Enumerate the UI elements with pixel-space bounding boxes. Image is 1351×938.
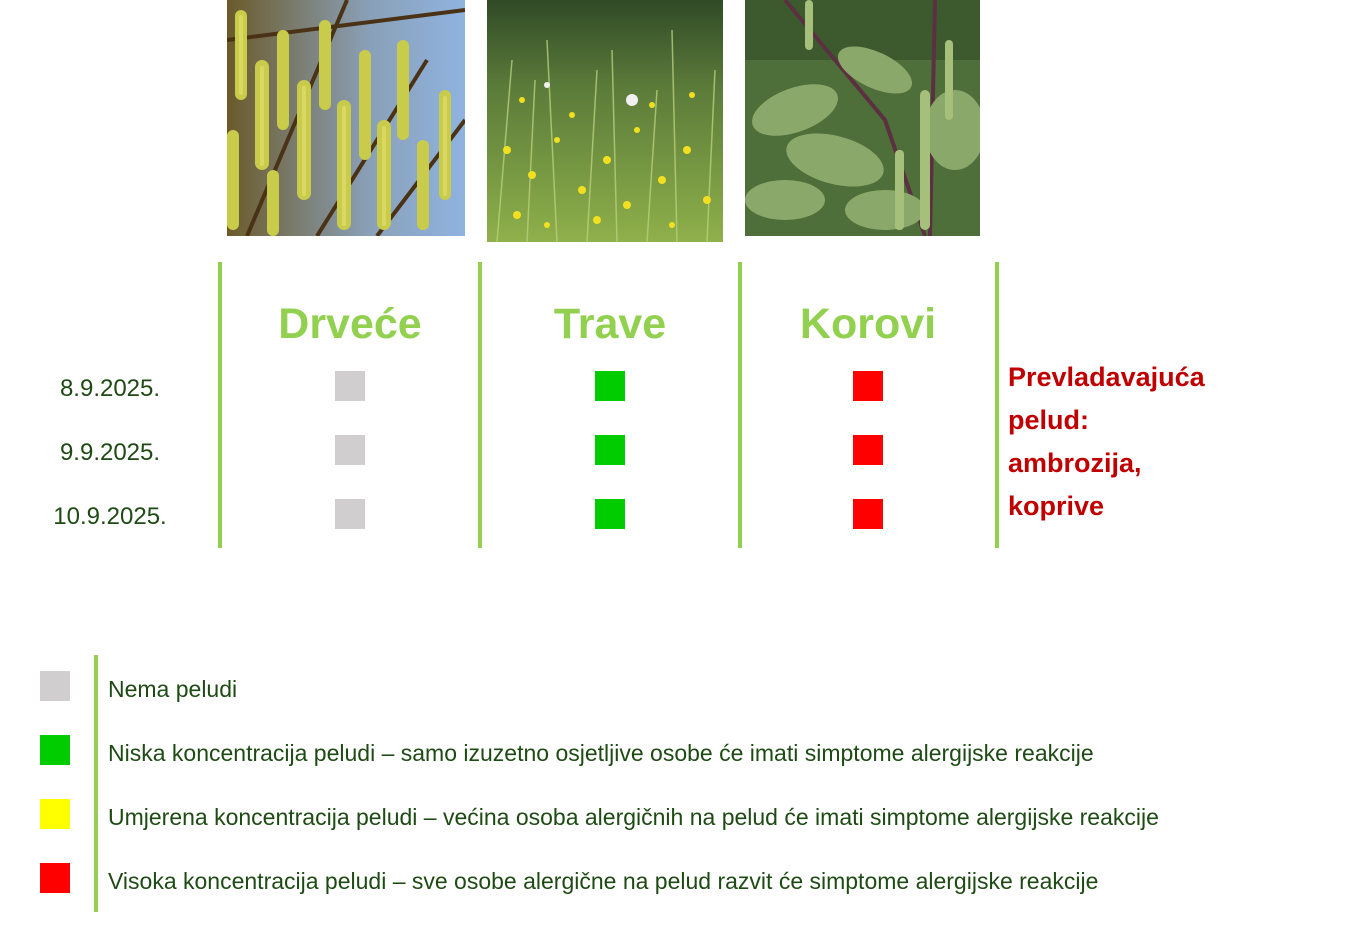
legend-text-high: Visoka koncentracija peludi – sve osobe alergične na pelud razvit će simptome alergijske reakcije bbox=[108, 868, 1099, 894]
level-square-none bbox=[335, 499, 365, 529]
dominant-pollen-line: pelud: bbox=[1008, 405, 1089, 435]
legend-divider-line bbox=[94, 655, 98, 912]
dominant-pollen-line: ambrozija, bbox=[1008, 448, 1142, 478]
dominant-pollen-line: Prevladavajuća bbox=[1008, 362, 1205, 392]
legend-swatch-high bbox=[40, 863, 70, 893]
date-row-3: 10.9.2025. bbox=[53, 503, 167, 530]
level-square-high bbox=[853, 371, 883, 401]
level-square-low bbox=[595, 435, 625, 465]
legend-text-none: Nema peludi bbox=[108, 676, 238, 702]
date-row-2: 9.9.2025. bbox=[59, 439, 161, 466]
meadow-grass-photo bbox=[487, 0, 723, 242]
level-square-none bbox=[335, 371, 365, 401]
legend-swatch-none bbox=[40, 671, 70, 701]
category-trees-header: Drveće bbox=[278, 300, 422, 348]
legend-text-moderate: Umjerena koncentracija peludi – većina osoba alergičnih na pelud će imati simptome alergijske reakcije bbox=[108, 804, 1159, 830]
category-grasses-header: Trave bbox=[553, 300, 667, 348]
ragweed-photo bbox=[745, 0, 980, 236]
dominant-pollen-note bbox=[1008, 356, 1328, 528]
date-row-1: 8.9.2025. bbox=[59, 375, 161, 402]
divider-line bbox=[218, 262, 222, 548]
divider-line bbox=[995, 262, 999, 548]
level-square-high bbox=[853, 435, 883, 465]
level-square-none bbox=[335, 435, 365, 465]
legend-text-low: Niska koncentracija peludi – samo izuzetno osjetljive osobe će imati simptome alergijske reakcije bbox=[108, 740, 1094, 766]
hazel-catkins-photo bbox=[227, 0, 465, 236]
level-square-low bbox=[595, 499, 625, 529]
level-square-low bbox=[595, 371, 625, 401]
category-weeds-header: Korovi bbox=[799, 300, 937, 348]
divider-line bbox=[738, 262, 742, 548]
divider-line bbox=[478, 262, 482, 548]
dominant-pollen-line: koprive bbox=[1008, 491, 1105, 521]
legend-swatch-low bbox=[40, 735, 70, 765]
legend-swatch-moderate bbox=[40, 799, 70, 829]
level-square-high bbox=[853, 499, 883, 529]
